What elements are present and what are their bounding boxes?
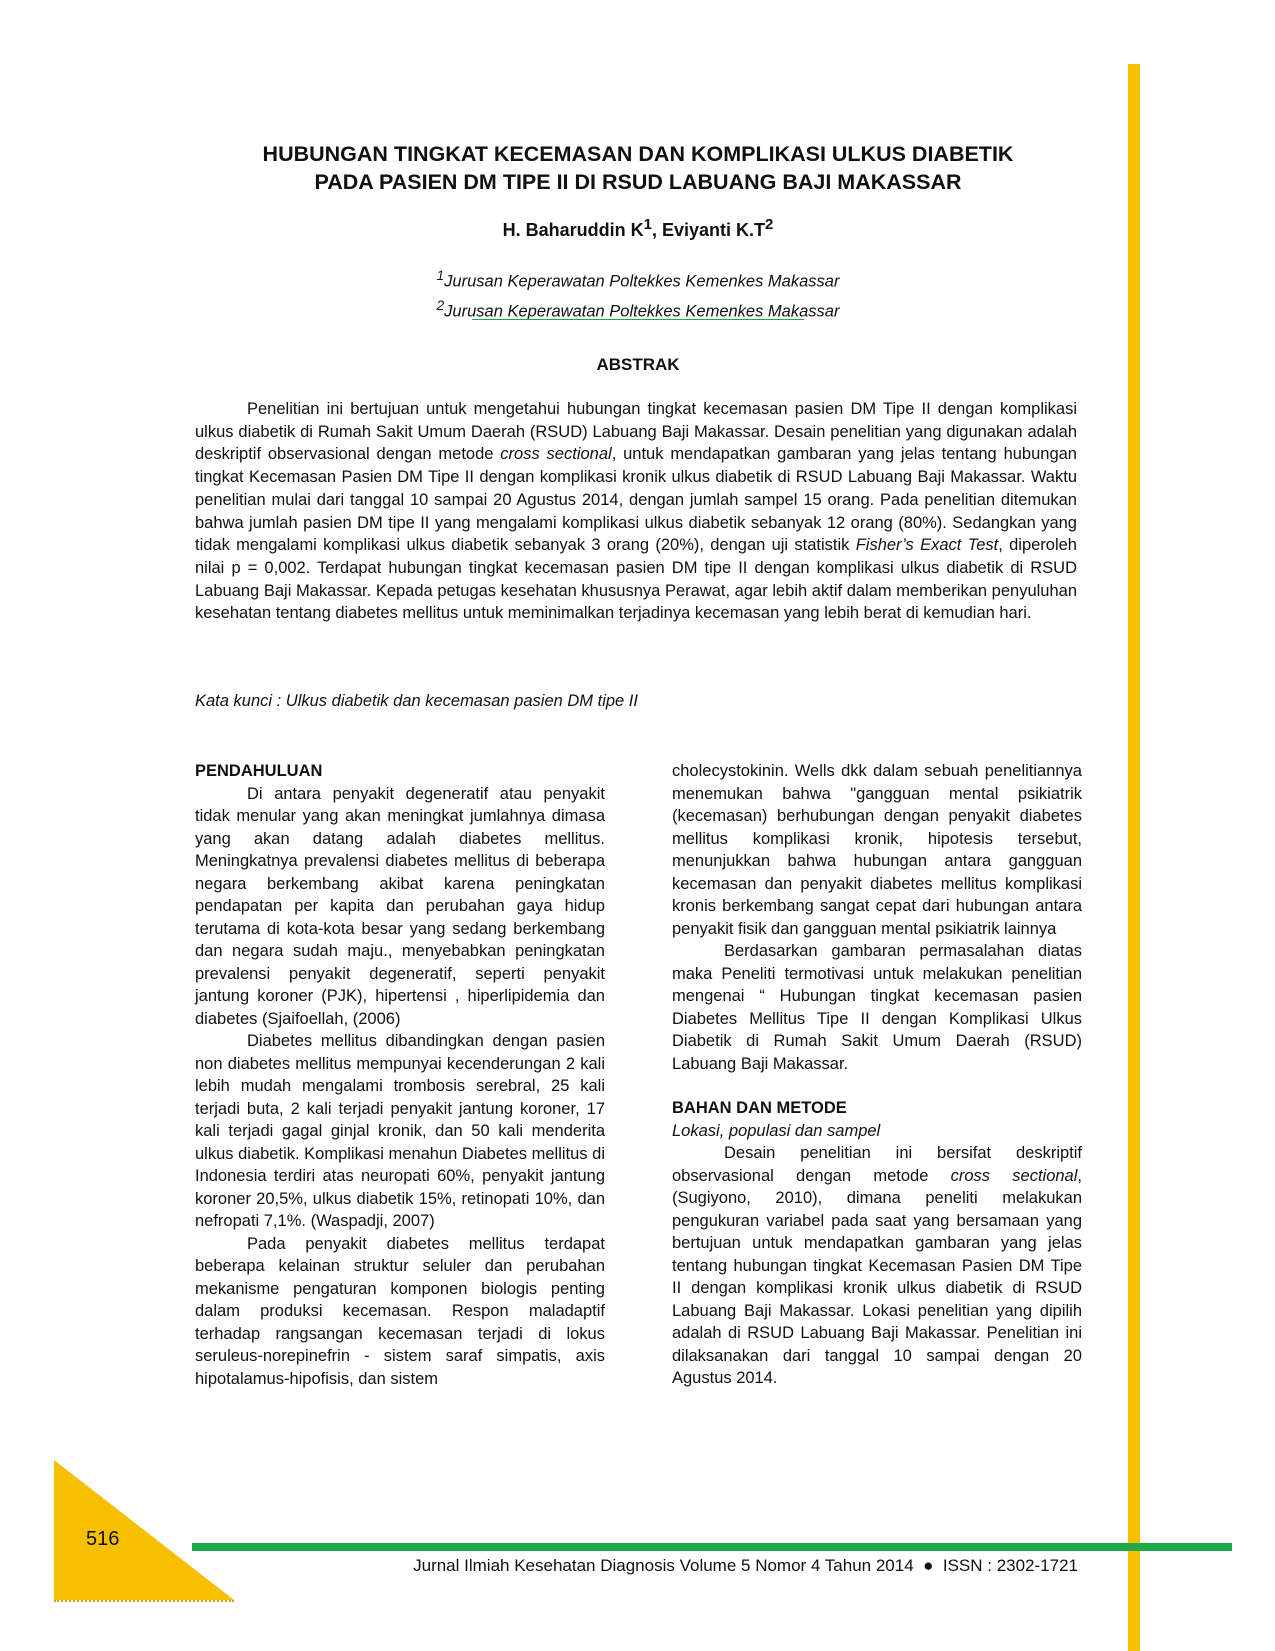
affiliation-1 <box>160 264 1116 294</box>
right-text-3b: , (Sugiyono, 2010), dimana peneliti melakukan pengukuran variabel pada saat yang bersamaan yang bertujuan untuk mendapatkan gambaran yang jelas tentang hubungan tingkat Kecemasan Pasien DM Tipe II dengan komplikasi kronik ulkus diabetik di RSUD Labuang Baji Makassar. Lokasi penelitian yang dipilih adalah di RSUD Labuang Baji Makassar. Penelitian ini dilaksanakan dari tanggal 10 sampai dengan 20 Agustus 2014. <box>672 1166 1082 1387</box>
bullet-icon: ● <box>923 1556 934 1575</box>
journal-footer <box>230 1556 1078 1576</box>
affiliation-2-sup: 2 <box>436 297 445 313</box>
abstract-text-3: , diperoleh nilai p = 0,002. Terdapat hubungan tingkat kecemasan pasien DM tipe II dengan komplikasi ulkus diabetik di RSUD Labuang Baji Makassar. Kepada petugas kesehatan khususnya Perawat, agar lebih aktif dalam memberikan penyuluhan kesehatan tentang diabetes mellitus untuk meminimalkan terjadinya kecemasan yang lebih berat di kemudian hari. <box>195 536 1077 623</box>
authors <box>160 216 1116 241</box>
abstract-text-2: , untuk mendapatkan gambaran yang jelas tentang hubungan tingkat Kecemasan Pasien DM Tipe II dengan komplikasi kronik ulkus diabetik di RSUD Labuang Baji Makassar. Waktu penelitian mulai dari tanggal 10 sampai 20 Agustus 2014, dengan jumlah sampel 15 orang. Pada penelitian ditemukan bahwa jumlah pasien DM tipe II yang mengalami komplikasi ulkus diabetik sebanyak 12 orang (80%). Sedangkan yang tidak mengalami komplikasi ulkus diabetik sebanyak 3 orang (20%), dengan uji statistik <box>195 445 1077 555</box>
author-2-sup: 2 <box>765 216 774 233</box>
affiliation-divider <box>472 319 804 320</box>
subsection-heading: Lokasi, populasi dan sampel <box>672 1121 881 1140</box>
affiliation-2-text: Jurusan Keperawatan Poltekkes Kemenkes Makassar <box>444 302 840 320</box>
right-italic-3: cross sectional <box>950 1166 1078 1185</box>
right-paragraph-2: Berdasarkan gambaran permasalahan diatas maka Peneliti termotivasi untuk melakukan penelitian mengenai “ Hubungan tingkat kecemasan pasien Diabetes Mellitus Tipe II dengan Komplikasi Ulkus Diabetik di Rumah Sakit Umum Daerah (RSUD) Labuang Baji Makassar. <box>672 942 1082 1073</box>
keywords: Kata kunci : Ulkus diabetik dan kecemasan pasien DM tipe II <box>195 692 638 710</box>
right-text-3a: Desain penelitian ini bersifat deskriptif observasional dengan metode <box>672 1144 1082 1185</box>
author-2: Eviyanti K.T <box>662 220 766 240</box>
left-paragraph-2: Diabetes mellitus dibandingkan dengan pasien non diabetes mellitus mempunyai kecenderungan 2 kali lebih mudah mengalami trombosis serebral, 25 kali terjadi buta, 2 kali terjadi penyakit jantung koroner, 17 kali terjadi gagal ginjal kronik, dan 50 kali menderita ulkus diabetik. Komplikasi menahun Diabetes mellitus di Indonesia terdiri atas neuropati 60%, penyakit jantung koroner 20,5%, ulkus diabetik 15%, retinopati 10%, dan nefropati 7,1%. (Waspadji, 2007) <box>195 1032 605 1230</box>
footer-green-line <box>192 1543 1232 1551</box>
section-heading-pendahuluan: PENDAHULUAN <box>195 762 323 780</box>
right-yellow-bar <box>1128 64 1140 1651</box>
author-1: H. Baharuddin K <box>502 220 644 240</box>
corner-dotted-line <box>54 1600 234 1602</box>
affiliation-1-sup: 1 <box>436 268 445 283</box>
affiliations <box>160 264 1116 323</box>
abstract-italic-1: cross sectional <box>500 445 612 464</box>
abstract-italic-2: Fisher’s Exact Test <box>855 536 999 555</box>
right-paragraph-3 <box>672 1142 1082 1390</box>
section-gap <box>672 1075 1082 1097</box>
left-paragraph-1: Di antara penyakit degeneratif atau penyakit tidak menular yang akan meningkat jumlahnya dimasa yang akan datang adalah diabetes mellitus. Meningkatnya prevalensi diabetes mellitus di beberapa negara berkembang akibat karena peningkatan pendapatan per kapita dan perubahan gaya hidup terutama di kota-kota besar yang sedang berkembang dan negara sudah maju., menyebabkan peningkatan prevalensi penyakit degeneratif, seperti penyakit jantung koroner (PJK), hipertensi , hiperlipidemia dan diabetes (Sjaifoellah, (2006) <box>195 784 605 1028</box>
paper-title <box>160 140 1116 196</box>
affiliation-1-text: Jurusan Keperawatan Poltekkes Kemenkes Makassar <box>444 272 840 291</box>
section-heading-bahan-metode: BAHAN DAN METODE <box>672 1099 847 1117</box>
issn: ISSN : 2302-1721 <box>942 1556 1078 1575</box>
left-paragraph-3: Pada penyakit diabetes mellitus terdapat beberapa kelainan struktur seluler dan perubahan mekanisme pengaturan komponen biologis penting dalam produksi kecemasan. Respon maladaptif terhadap rangsangan kecemasan terjadi di lokus seruleus-norepinefrin - sistem saraf simpatis, axis hipotalamus-hipofisis, dan sistem <box>195 1234 605 1388</box>
right-column <box>672 760 1082 1390</box>
corner-triangle <box>54 1460 234 1600</box>
journal-name: Jurnal Ilmiah Kesehatan Diagnosis Volume 5 Nomor 4 Tahun 2014 <box>413 1556 914 1575</box>
title-line-1: HUBUNGAN TINGKAT KECEMASAN DAN KOMPLIKASI ULKUS DIABETIK <box>262 142 1014 166</box>
left-column <box>195 760 605 1390</box>
abstract-heading: ABSTRAK <box>596 355 680 374</box>
right-paragraph-1: cholecystokinin. Wells dkk dalam sebuah penelitiannya menemukan bahwa "gangguan mental psikiatrik (kecemasan) berhubungan dengan penyakit diabetes mellitus komplikasi kronik, hipotesis tersebut, menunjukkan bahwa hubungan antara gangguan kecemasan dan penyakit diabetes mellitus komplikasi kronis berkembang sangat cepat dari hubungan antara penyakit fisik dan gangguan mental psikiatrik lainnya <box>672 762 1082 938</box>
abstract-text-1: Penelitian ini bertujuan untuk mengetahui hubungan tingkat kecemasan pasien DM Tipe II dengan komplikasi ulkus diabetik di Rumah Sakit Umum Daerah (RSUD) Labuang Baji Makassar. Desain penelitian yang digunakan adalah deskriptif observasional dengan metode <box>195 400 1077 464</box>
abstract-body <box>195 398 1077 625</box>
title-line-2: PADA PASIEN DM TIPE II DI RSUD LABUANG BAJI MAKASSAR <box>314 170 962 194</box>
page-number: 516 <box>86 1528 120 1550</box>
author-separator: , <box>651 220 662 240</box>
author-1-sup: 1 <box>643 216 652 233</box>
